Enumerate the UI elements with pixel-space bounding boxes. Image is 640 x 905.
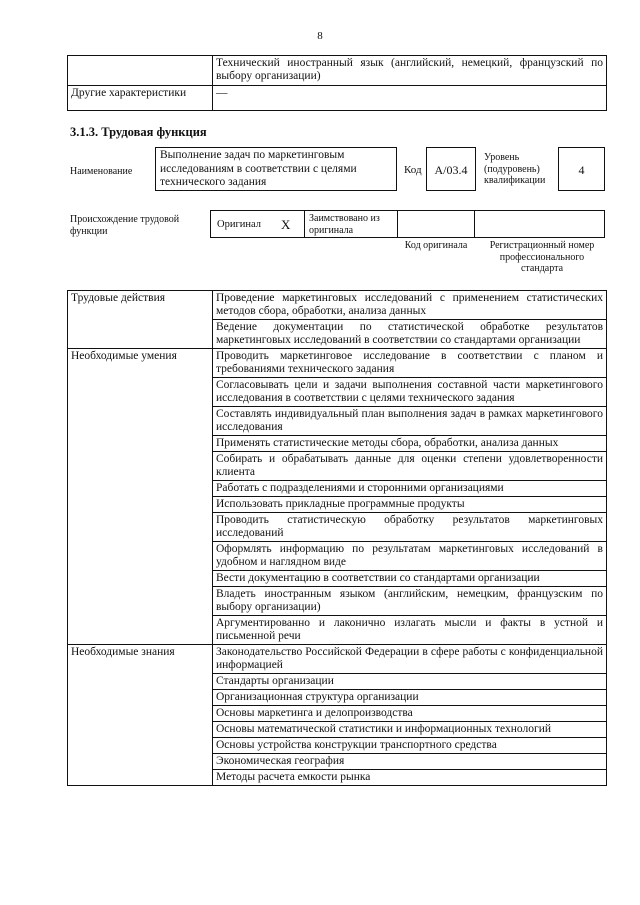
function-name: Выполнение задач по маркетинговым исследованиям в соответствии с целями технического задания bbox=[155, 147, 397, 191]
main-table bbox=[67, 290, 607, 786]
list-item: Вести документацию в соответствии со стандартами организации bbox=[213, 571, 607, 587]
table-row bbox=[68, 86, 607, 111]
origin-label: Происхождение трудовой функции bbox=[70, 214, 180, 237]
list-item: Работать с подразделениями и сторонними организациями bbox=[213, 481, 607, 497]
reg-number-caption: Регистрационный номер профессионального стандарта bbox=[489, 240, 595, 274]
original-label: Оригинал bbox=[217, 219, 261, 230]
reg-number-cell bbox=[474, 210, 605, 238]
section-title: Необходимые умения bbox=[68, 349, 213, 645]
page-number: 8 bbox=[317, 30, 323, 42]
name-label: Наименование bbox=[70, 166, 133, 177]
borrowed-cell: Заимствовано из оригинала bbox=[304, 210, 398, 238]
list-item: Методы расчета емкости рынка bbox=[213, 770, 607, 786]
list-item: Владеть иностранным языком (английским, немецким, французским по выбору организации) bbox=[213, 587, 607, 616]
table-row bbox=[68, 56, 607, 86]
list-item: Законодательство Российской Федерации в сфере работы с конфиденциальной информацией bbox=[213, 645, 607, 674]
list-item: Проводить статистическую обработку результатов маркетинговых исследований bbox=[213, 513, 607, 542]
row-value: — bbox=[213, 86, 607, 111]
row-label: Другие характеристики bbox=[68, 86, 213, 111]
code-label: Код bbox=[404, 164, 422, 176]
list-item: Использовать прикладные программные продукты bbox=[213, 497, 607, 513]
list-item: Экономическая география bbox=[213, 754, 607, 770]
list-item: Стандарты организации bbox=[213, 674, 607, 690]
section-heading: 3.1.3. Трудовая функция bbox=[70, 125, 207, 139]
table-row bbox=[68, 291, 607, 320]
table-row bbox=[68, 645, 607, 674]
list-item: Основы математической статистики и информационных технологий bbox=[213, 722, 607, 738]
original-cell bbox=[210, 210, 305, 238]
list-item: Аргументированно и лаконично излагать мысли и факты в устной и письменной речи bbox=[213, 616, 607, 645]
list-item: Основы устройства конструкции транспортного средства bbox=[213, 738, 607, 754]
list-item: Составлять индивидуальный план выполнения задач в рамках маркетингового исследования bbox=[213, 407, 607, 436]
top-table bbox=[67, 55, 607, 111]
code-original-cell bbox=[397, 210, 475, 238]
list-item: Оформлять информацию по результатам маркетинговых исследований в удобном и наглядном виде bbox=[213, 542, 607, 571]
row-label bbox=[68, 56, 213, 86]
list-item: Проводить маркетинговое исследование в соответствии с планом и требованиями технического задания bbox=[213, 349, 607, 378]
list-item: Организационная структура организации bbox=[213, 690, 607, 706]
section-title: Трудовые действия bbox=[68, 291, 213, 349]
list-item: Ведение документации по статистической обработке результатов маркетинговых исследований в соответствии со стандартами организации bbox=[213, 320, 607, 349]
row-value: Технический иностранный язык (английский, немецкий, французский по выбору организации) bbox=[213, 56, 607, 86]
list-item: Согласовывать цели и задачи выполнения составной части маркетингового исследования в соответствии с целями технического задания bbox=[213, 378, 607, 407]
level-label: Уровень (подуровень) квалификации bbox=[484, 152, 546, 186]
function-code: А/03.4 bbox=[426, 147, 476, 191]
original-mark: X bbox=[281, 217, 291, 232]
list-item: Собирать и обрабатывать данные для оценки степени удовлетворенности клиента bbox=[213, 452, 607, 481]
list-item: Применять статистические методы сбора, обработки, анализа данных bbox=[213, 436, 607, 452]
list-item: Основы маркетинга и делопроизводства bbox=[213, 706, 607, 722]
code-original-caption: Код оригинала bbox=[404, 240, 468, 251]
section-title: Необходимые знания bbox=[68, 645, 213, 786]
level-value: 4 bbox=[558, 147, 605, 191]
table-row bbox=[68, 349, 607, 378]
list-item: Проведение маркетинговых исследований с применением статистических методов сбора, обработки, анализа данных bbox=[213, 291, 607, 320]
